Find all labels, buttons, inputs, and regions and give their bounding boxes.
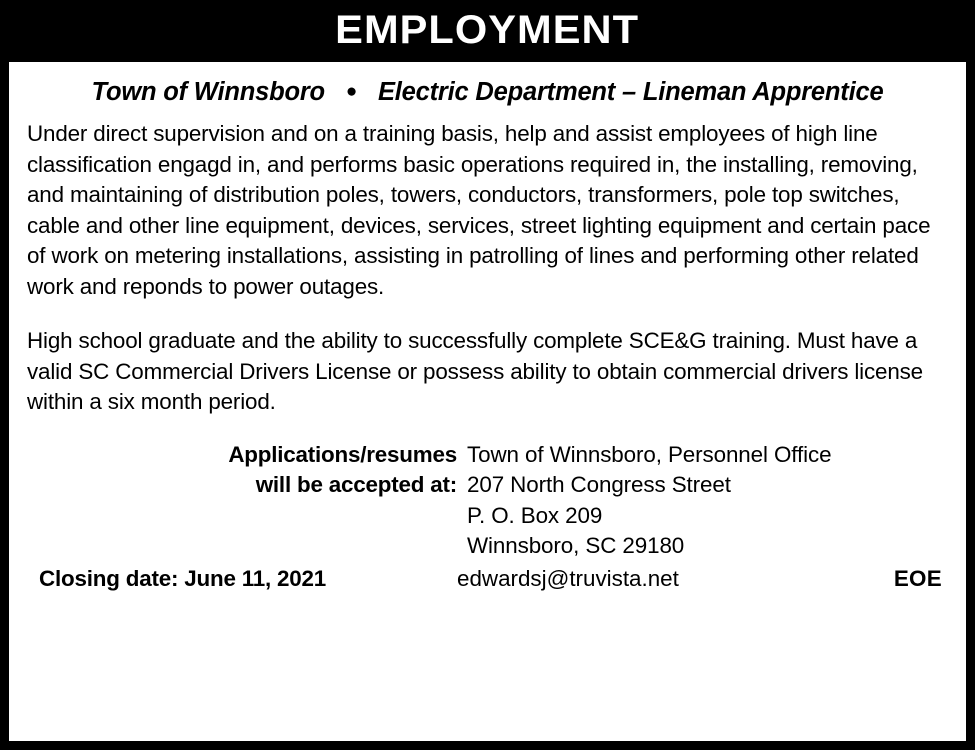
- apply-label-line-2: will be accepted at:: [255, 472, 457, 497]
- apply-address-line-1: Town of Winnsboro, Personnel Office: [467, 441, 832, 467]
- contact-email: edwardsj@truvista.net: [457, 565, 679, 591]
- eoe-notice: EOE: [893, 565, 942, 591]
- employer-name: Town of Winnsboro: [91, 78, 325, 106]
- job-description: [27, 119, 948, 418]
- bullet-separator-icon: ●: [345, 81, 358, 102]
- apply-label-spacer-2: [27, 531, 457, 562]
- job-headline: [27, 78, 948, 107]
- ad-header-banner: [0, 0, 975, 60]
- page-title: EMPLOYMENT: [335, 7, 640, 52]
- job-requirements-paragraph: High school graduate and the ability to successfully complete SCE&G training. Must have a valid SC Commercial Drivers License or possess ability to obtain commercial drivers license within a six month period.: [27, 328, 923, 414]
- closing-date: Closing date: June 11, 2021: [39, 565, 327, 591]
- job-position: Electric Department – Lineman Apprentice: [377, 78, 884, 106]
- apply-label-spacer: [27, 501, 457, 532]
- ad-body-panel: [9, 62, 966, 741]
- apply-label-line-1: Applications/resumes: [228, 441, 457, 467]
- ad-footer: [27, 564, 948, 595]
- application-instructions: [27, 440, 948, 562]
- apply-address-line-4: Winnsboro, SC 29180: [467, 533, 685, 558]
- apply-address-line-2: 207 North Congress Street: [467, 472, 731, 497]
- apply-address-line-3: P. O. Box 209: [467, 502, 603, 528]
- job-duties-paragraph: Under direct supervision and on a training basis, help and assist employees of high line classification engagd in, and performs basic operations required in, the installing, removing, and maintaining of distribution poles, towers, conductors, transformers, pole top switches, cable and other line equipment, devices, services, street lighting equipment and certain pace of work on metering installations, assisting in patrolling of lines and performing other related work and reponds to power outages.: [27, 121, 931, 299]
